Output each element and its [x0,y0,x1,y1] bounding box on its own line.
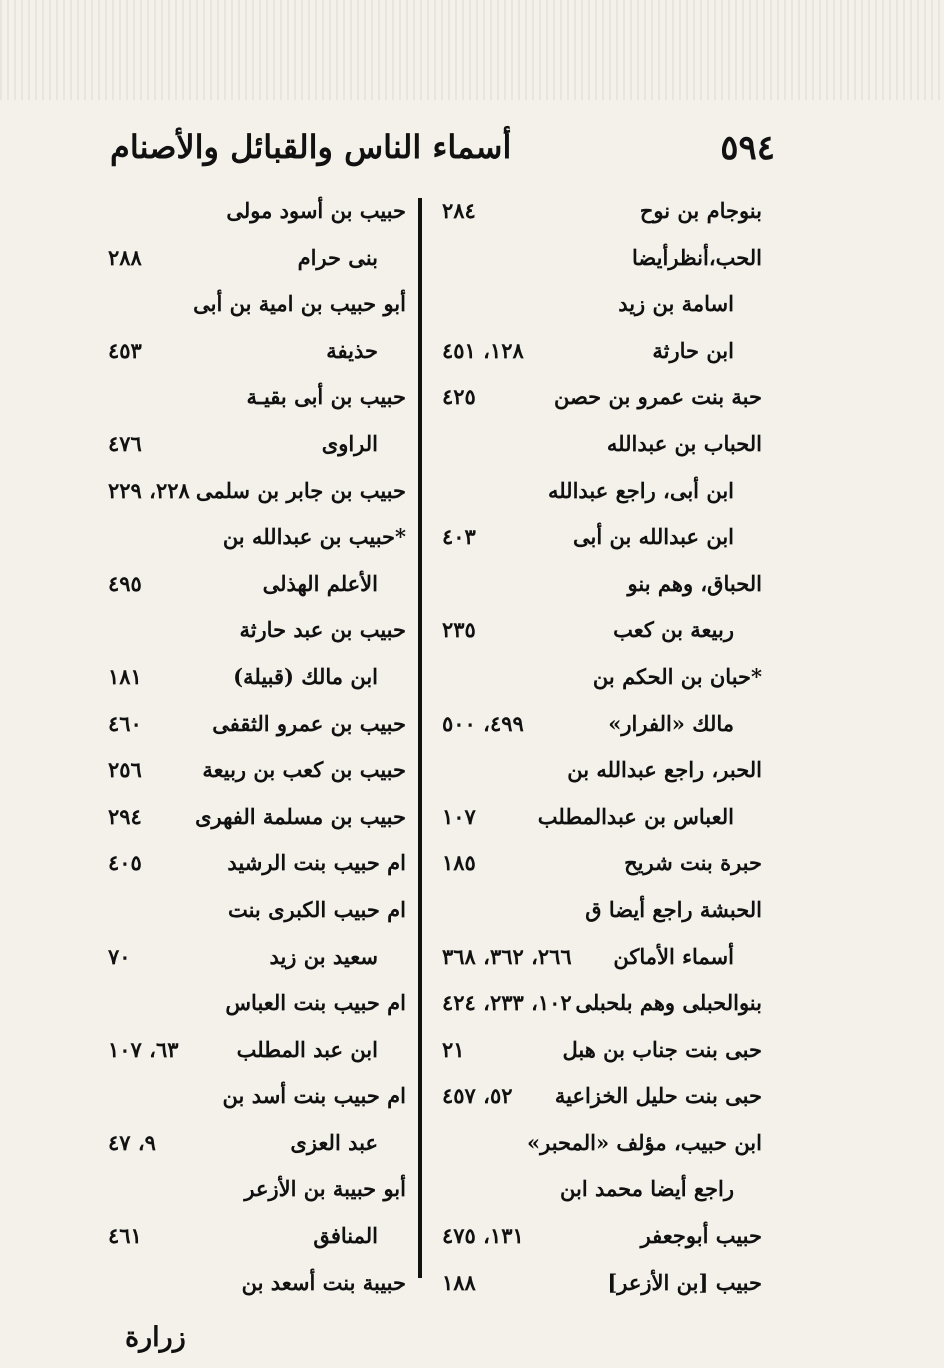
entry-name: ام حبيب بنت العباس [225,990,406,1016]
index-entry [432,654,762,701]
entry-page-refs: ٢٢٨، ٢٢٩ [108,477,190,503]
entry-name: الحباب بن عبدالله [606,430,762,456]
entry-page-refs: ٤٩٥ [108,570,142,596]
index-entry [432,188,762,235]
entry-page-refs: ٤٢٥ [442,384,476,410]
entry-name: ابن عبد المطلب [236,1036,378,1062]
entry-name: اسامة بن زيد [618,291,734,317]
entry-page-refs: ٤٥٣ [108,337,142,363]
entry-name: الحباق، وهم بنو [627,570,762,596]
entry-page-refs: ٧٠ [108,943,131,969]
index-entry [98,980,406,1027]
entry-name: حبرة بنت شريح [624,850,762,876]
entry-name: *حبان بن الحكم بن [592,663,762,689]
entry-name: ام حبيب الكبرى بنت [227,896,406,922]
entry-name: ام حبيب بنت الرشيد [227,850,406,876]
entry-name: الأعلم الهذلى [262,570,378,596]
entry-page-refs: ٤٠٥ [108,850,142,876]
scan-noise [0,0,944,100]
entry-page-refs: ٤٧٦ [108,430,142,456]
entry-page-refs: ٤٩٩، ٥٠٠ [442,710,524,736]
entry-page-refs: ٦٣، ١٠٧ [108,1036,179,1062]
entry-page-refs: ١٢٨، ٤٥١ [442,337,524,363]
entry-name: بنوالحبلى وهم بلحبلى [575,990,762,1016]
index-entry [432,980,762,1027]
index-entry [432,1027,762,1074]
index-entry [98,747,406,794]
column-divider [418,198,422,1278]
index-column-left [98,188,406,1306]
index-entry [98,514,406,561]
index-entry [432,794,762,841]
entry-name: أبو حبيبة بن الأزعر [244,1176,406,1202]
entry-name: أسماء الأماكن [613,943,734,969]
entry-page-refs: ٤٠٣ [442,524,476,550]
catchword: زرارة [125,1322,186,1353]
index-entry [432,747,762,794]
index-entry [98,1166,406,1213]
index-entry [432,1260,762,1307]
entry-page-refs: ١٨١ [108,663,142,689]
entry-name: ابن مالك (قبيلة) [233,663,378,689]
index-entry [432,374,762,421]
index-entry [432,840,762,887]
entry-name: حبيب بن أبى بقيـة [246,384,406,410]
entry-name: الحبر، راجع عبدالله بن [567,757,762,783]
index-entry [98,654,406,701]
index-entry [432,561,762,608]
entry-name: الراوى [321,430,378,456]
entry-name: *حبيب بن عبدالله بن [222,524,406,550]
index-entry [98,887,406,934]
entry-page-refs: ١٨٥ [442,850,476,876]
entry-name: حبيب بن عمرو الثقفى [212,710,406,736]
entry-name: أبو حبيب بن امية بن أبى [193,291,406,317]
index-entry [98,468,406,515]
entry-name: راجع أيضا محمد ابن [560,1176,734,1202]
entry-name: ابن حارثة [652,337,734,363]
index-entry [432,1166,762,1213]
entry-name: حبيب [بن الأزعر] [607,1269,762,1295]
index-entry [432,281,762,328]
entry-name: ابن عبدالله بن أبى [573,524,734,550]
index-entry [98,1260,406,1307]
entry-name: حذيفة [326,337,378,363]
index-entry [98,561,406,608]
entry-name: بنوجام بن نوح [639,198,762,223]
index-entry [432,421,762,468]
index-entry [98,421,406,468]
index-entry [432,701,762,748]
entry-page-refs: ٢٣٥ [442,617,476,643]
entry-name: حبة بنت عمرو بن حصن [553,384,762,410]
entry-name: حبيب بن عبد حارثة [239,617,406,643]
index-entry [98,1027,406,1074]
index-entry [432,887,762,934]
index-entry [98,1120,406,1167]
entry-page-refs: ٩، ٤٧ [108,1129,156,1155]
index-entry [98,1073,406,1120]
entry-name: حبيب بن جابر بن سلمى [195,477,406,503]
index-entry [432,514,762,561]
entry-page-refs: ١٠٧ [442,803,476,829]
entry-name: مالك «الفرار» [608,710,734,736]
index-entry [432,934,762,981]
entry-name: ابن حبيب، مؤلف «المحبر» [527,1129,762,1155]
entry-page-refs: ١٠٢، ٢٣٣، ٤٢٤ [442,990,572,1016]
index-entry [432,468,762,515]
index-entry [432,235,762,282]
index-entry [98,235,406,282]
index-entry [432,607,762,654]
index-entry [98,794,406,841]
entry-page-refs: ٢٥٦ [108,757,142,783]
index-entry [98,607,406,654]
entry-name: حبيب بن أسود مولى [226,198,406,223]
index-entry [98,701,406,748]
index-entry [98,328,406,375]
entry-name: العباس بن عبدالمطلب [537,803,734,829]
entry-page-refs: ٢٦٦، ٣٦٢، ٣٦٨ [442,943,572,969]
index-entry [98,840,406,887]
index-entry [432,1073,762,1120]
entry-page-refs: ٢١ [442,1036,465,1062]
entry-page-refs: ١٣١، ٤٧٥ [442,1223,524,1249]
entry-page-refs: ٤٦٠ [108,710,142,736]
entry-name: بنى حرام [297,244,378,270]
index-entry [432,1120,762,1167]
entry-name: ام حبيب بنت أسد بن [222,1083,406,1109]
entry-page-refs: ٤٦١ [108,1223,142,1249]
entry-name: سعيد بن زيد [269,943,378,969]
entry-name: ربيعة بن كعب [613,617,734,643]
page-number: ٥٩٤ [720,128,775,168]
running-title: أسماء الناس والقبائل والأصنام [110,128,512,166]
page-header [110,128,775,178]
entry-name: المنافق [313,1223,378,1249]
entry-page-refs: ٢٨٨ [108,244,142,270]
entry-name: ابن أبى، راجع عبدالله [547,477,734,503]
index-entry [432,328,762,375]
entry-name: عبد العزى [290,1129,378,1155]
entry-name: حبيب أبوجعفر [640,1223,762,1249]
entry-page-refs: ٢٩٤ [108,803,142,829]
entry-name: الحبشة راجع أيضا ق [585,896,762,922]
entry-name: الحب،أنظرأيضا [632,244,762,270]
entry-name: حبيب بن كعب بن ربيعة [202,757,406,783]
index-entry [98,188,406,235]
entry-page-refs: ٥٢، ٤٥٧ [442,1083,513,1109]
entry-name: حبيبة بنت أسعد بن [241,1269,406,1295]
index-entry [98,374,406,421]
entry-name: حبى بنت حليل الخزاعية [554,1083,762,1109]
entry-name: حبى بنت جناب بن هبل [562,1036,762,1062]
index-entry [98,934,406,981]
entry-page-refs: ١٨٨ [442,1269,476,1295]
index-column-right [432,188,762,1306]
entry-page-refs: ٢٨٤ [442,198,476,223]
index-entry [98,281,406,328]
index-entry [432,1213,762,1260]
index-entry [98,1213,406,1260]
entry-name: حبيب بن مسلمة الفهرى [195,803,406,829]
